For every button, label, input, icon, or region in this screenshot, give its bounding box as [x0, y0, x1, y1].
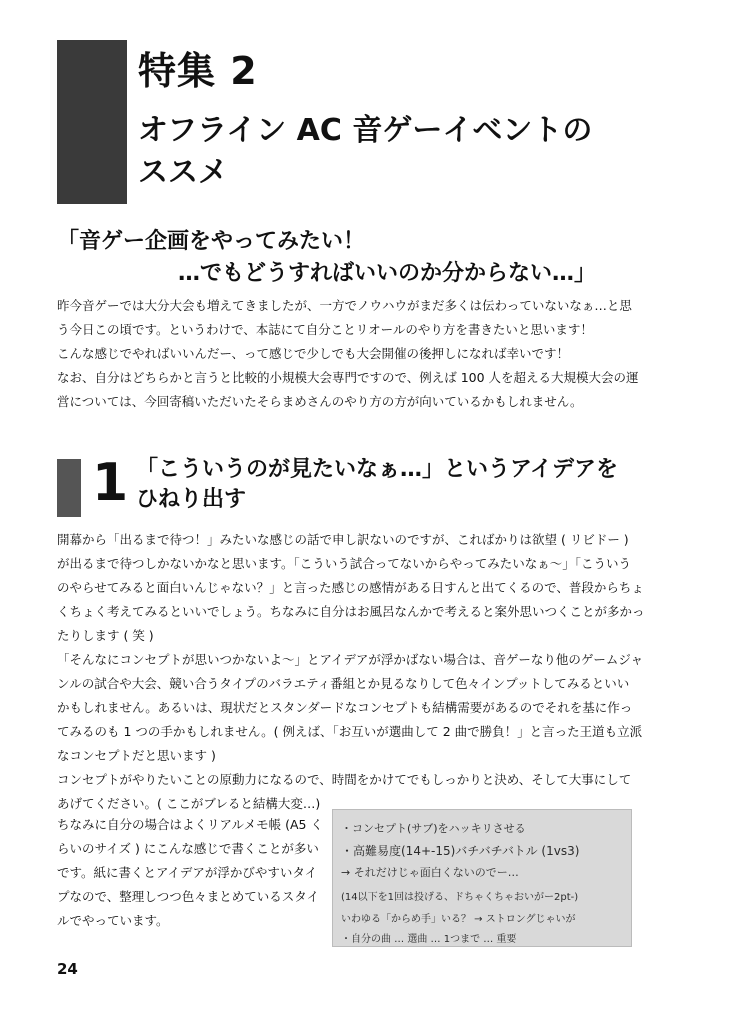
article-title-line: ススメ: [138, 155, 228, 190]
memo-line: → それだけじゃ面白くないのでー…: [341, 866, 519, 879]
section-number: 1: [92, 453, 129, 513]
lead-quote-line-2: …でもどうすればいいのか分からない…」: [178, 261, 597, 286]
body-line: なコンセプトだと思います ): [57, 748, 216, 763]
caption-line: らいのサイズ ) にこんな感じで書くことが多い: [57, 841, 319, 856]
memo-line: いわゆる「からめ手」いる？ → ストロングじゃいが: [341, 914, 576, 925]
memo-line: (14以下を1回は投げる、ドちゃくちゃおいがー2pt-): [341, 892, 579, 903]
lead-quote-line-1: 「音ゲー企画をやってみたい！: [57, 229, 366, 254]
body-line: のやらせてみると面白いんじゃない？」と言った感じの感情がある日すんと出てくるので、普段からちょ: [57, 580, 644, 595]
section-heading: [136, 455, 696, 515]
body-line: コンセプトがやりたいことの原動力になるので、時間をかけてでもしっかりと決め、そして大事にして: [57, 772, 632, 787]
article-title: [138, 110, 698, 194]
intro-paragraph: [57, 294, 637, 414]
caption-line: です。紙に書くとアイデアが浮かびやすいタイ: [57, 865, 318, 880]
caption-line: ルでやっています。: [57, 913, 169, 928]
caption-line: ちなみに自分の場合はよくリアルメモ帳 (A5 く: [57, 817, 323, 832]
body-line: が出るまで待つしかないかなと思います。「こういう試合ってないからやってみたいなぁ～」「こういう: [57, 556, 632, 571]
body-line: 「そんなにコンセプトが思いつかないよ～」とアイデアが浮かばない場合は、音ゲーなり他のゲームジャ: [57, 652, 644, 667]
body-line: ンルの試合や大会、競い合うタイプのバラエティ番組とか見るなりして色々インプットしてみるといい: [57, 676, 630, 691]
intro-line: 昨今音ゲーでは大分大会も増えてきましたが、一方でノウハウがまだ多くは伝わっていないなぁ…と思: [57, 298, 632, 313]
caption-line: プなので、整理しつつ色々まとめているスタイ: [57, 889, 320, 904]
section-heading-line: 「こういうのが見たいなぁ…」というアイデアを: [136, 457, 619, 482]
section-heading-line: ひねり出す: [136, 487, 247, 512]
intro-line: 営については、今回寄稿いただいたそらまめさんのやり方の方が向いているかもしれません。: [57, 394, 583, 409]
memo-caption: [57, 813, 327, 933]
memo-line: ・コンセプト(サブ)をハッキリさせる: [341, 822, 526, 835]
body-line: あげてください。( ここがブレると結構大変…): [57, 796, 321, 811]
title-accent-bar: [57, 40, 127, 204]
memo-photo: [332, 809, 632, 947]
body-line: てみるのも 1 つの手かもしれません。( 例えば、「お互いが選曲して 2 曲で勝負！」と言った王道も立派: [57, 724, 643, 739]
body-line: 開幕から「出るまで待つ！」みたいな感じの話で申し訳ないのですが、こればかりは欲望 ( リビドー ): [57, 532, 629, 547]
memo-line: ・高難易度(14+-15)バチバチバトル (1vs3): [341, 844, 580, 858]
intro-line: なお、自分はどちらかと言うと比較的小規模大会専門ですので、例えば 100 人を超える大規模大会の運: [57, 370, 639, 385]
body-line: たりします ( 笑 ): [57, 628, 154, 643]
section-body: [57, 528, 647, 816]
article-title-line: オフライン AC 音ゲーイベントの: [138, 113, 593, 148]
intro-line: こんな感じでやればいいんだー、って感じで少しでも大会開催の後押しになれば幸いです！: [57, 346, 570, 361]
body-line: くちょく考えてみるといいでしょう。ちなみに自分はお風呂なんかで考えると案外思いつくことが多かっ: [57, 604, 645, 619]
intro-line: う今日この頃です。というわけで、本誌にて自分ことリオールのやり方を書きたいと思います！: [57, 322, 593, 337]
section-accent-bar: [57, 459, 81, 517]
memo-line: ・自分の曲 … 選曲 … 1つまで … 重要: [341, 934, 517, 945]
page-number: 24: [57, 960, 78, 978]
body-line: かもしれません。あるいは、現状だとスタンダードなコンセプトも結構需要があるのでそれを基に作っ: [57, 700, 633, 715]
feature-label: 特集 2: [138, 49, 258, 93]
